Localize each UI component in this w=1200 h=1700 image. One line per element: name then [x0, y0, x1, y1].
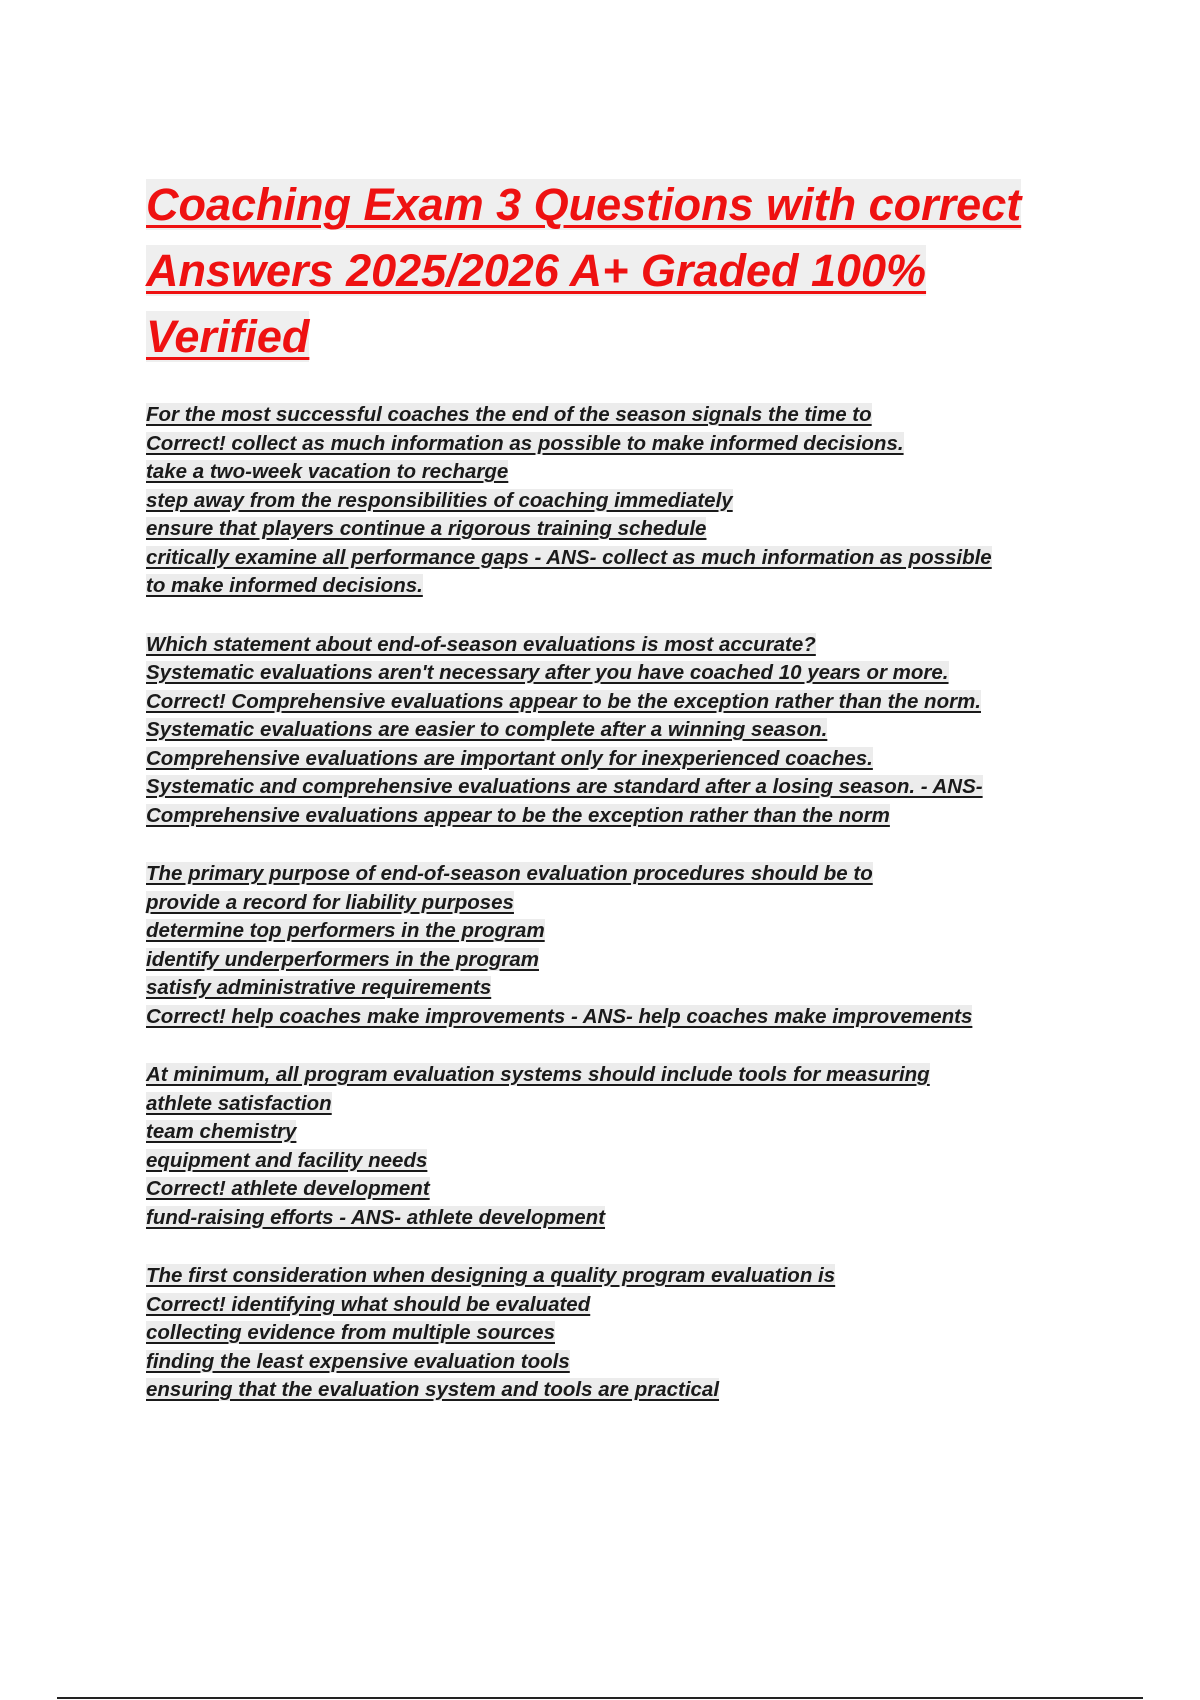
answer-option: team chemistry	[146, 1120, 297, 1143]
document-body	[146, 401, 1086, 1435]
answer-option: Systematic evaluations aren't necessary after you have coached 10 years or more.	[146, 661, 949, 684]
ans-continuation: Comprehensive evaluations appear to be the exception rather than the norm	[146, 803, 890, 827]
answer-option: Comprehensive evaluations are important only for inexperienced coaches.	[146, 746, 873, 770]
answer-option: ensure that players continue a rigorous training schedule	[146, 517, 707, 540]
question-text: The first consideration when designing a quality program evaluation is	[146, 1264, 836, 1287]
answer-option-with-ans: fund-raising efforts - ANS- athlete development	[146, 1205, 606, 1229]
question-block-1	[146, 401, 1086, 601]
document-title-text: Coaching Exam 3 Questions with correct Answers 2025/2026 A+ Graded 100% Verified	[146, 179, 1022, 362]
question-block-4	[146, 1061, 1086, 1232]
answer-option: Systematic evaluations are easier to complete after a winning season.	[146, 718, 828, 741]
answer-option-correct: Correct! athlete development	[146, 1177, 430, 1200]
answer-option-correct: Correct! identifying what should be evaluated	[146, 1292, 591, 1316]
ans-continuation: to make informed decisions.	[146, 574, 423, 597]
question-block-3	[146, 860, 1086, 1031]
answer-option: step away from the responsibilities of coaching immediately	[146, 488, 733, 512]
question-text: Which statement about end-of-season evaluations is most accurate?	[146, 632, 816, 656]
answer-option-correct: Correct! Comprehensive evaluations appear to be the exception rather than the norm.	[146, 689, 981, 713]
document-title	[146, 172, 1076, 370]
answer-option: provide a record for liability purposes	[146, 890, 514, 914]
answer-option: identify underperformers in the program	[146, 947, 539, 971]
answer-option: finding the least expensive evaluation tools	[146, 1349, 570, 1373]
answer-option: equipment and facility needs	[146, 1148, 428, 1172]
answer-option: ensuring that the evaluation system and tools are practical	[146, 1378, 720, 1401]
answer-option-with-ans: Systematic and comprehensive evaluations are standard after a losing season. - ANS-	[146, 775, 983, 798]
answer-option-correct: Correct! collect as much information as possible to make informed decisions.	[146, 431, 904, 455]
answer-option: determine top performers in the program	[146, 919, 545, 942]
answer-option: collecting evidence from multiple sources	[146, 1321, 555, 1344]
question-text: For the most successful coaches the end of the season signals the time to	[146, 403, 872, 426]
answer-option: satisfy administrative requirements	[146, 976, 492, 999]
question-block-5	[146, 1262, 1086, 1405]
question-text: At minimum, all program evaluation systems should include tools for measuring	[146, 1063, 930, 1086]
answer-option: athlete satisfaction	[146, 1091, 332, 1115]
question-block-2	[146, 631, 1086, 831]
question-text: The primary purpose of end-of-season evaluation procedures should be to	[146, 862, 873, 885]
answer-option-correct-with-ans: Correct! help coaches make improvements - ANS- help coaches make improvements	[146, 1004, 973, 1028]
answer-option: take a two-week vacation to recharge	[146, 460, 509, 483]
answer-option-with-ans: critically examine all performance gaps - ANS- collect as much information as possible	[146, 545, 992, 569]
page-bottom-rule	[57, 1697, 1143, 1699]
